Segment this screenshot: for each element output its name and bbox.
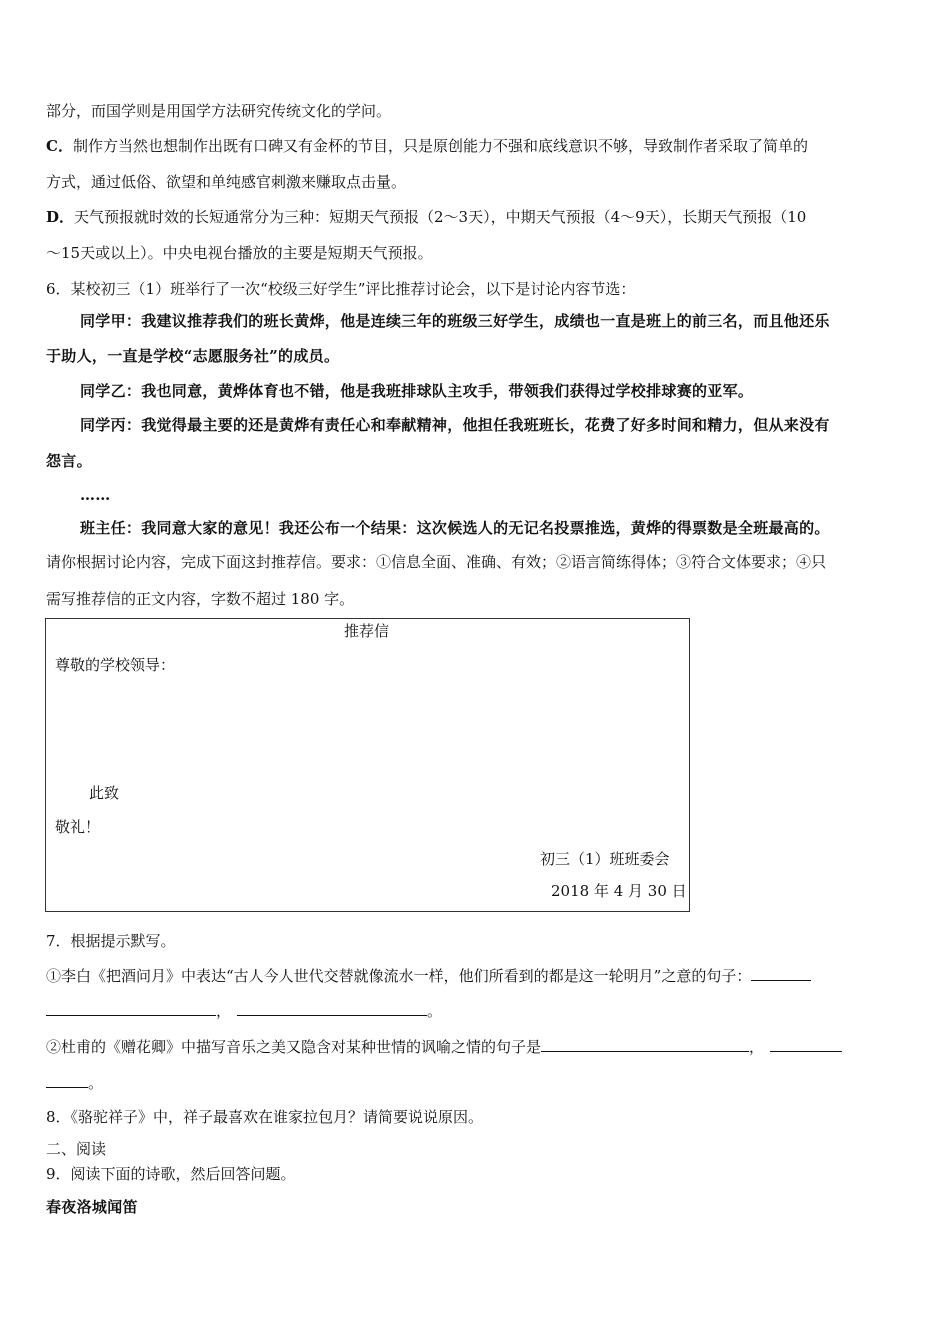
section-2-title: 二、阅读 <box>46 1140 107 1158</box>
letter-date: 2018 年 4 月 30 日 <box>551 882 687 900</box>
student-c-line-1: 同学丙：我觉得最主要的还是黄烨有责任心和奉献精神，他担任我班班长，花费了好多时间和精力，但从来没有 <box>80 416 830 434</box>
letter-closing-2: 敬礼！ <box>55 818 101 836</box>
question-7-item-2 <box>46 1037 842 1057</box>
item-1-end: 。 <box>427 1002 443 1020</box>
option-c-text-1: 制作方当然也想制作出既有口碑又有金杯的节目，只是原创能力不强和底线意识不够，导致制作者采取了简单的 <box>72 137 808 155</box>
student-c-line-2: 怨言。 <box>46 452 92 470</box>
teacher-line: 班主任：我同意大家的意见！我还公布一个结果：这次候选人的无记名投票推选，黄烨的得票数是全班最高的。 <box>80 519 830 537</box>
question-7-item-2-cont <box>46 1073 103 1093</box>
option-c-label: C． <box>46 137 73 155</box>
question-8-stem: 8．《骆驼祥子》中，祥子最喜欢在谁家拉包月？请简要说说原因。 <box>46 1108 484 1126</box>
student-a-line-1: 同学甲：我建议推荐我们的班长黄烨，他是连续三年的班级三好学生，成绩也一直是班上的前三名，而且他还乐 <box>80 312 830 330</box>
student-a-line-2: 于助人，一直是学校“志愿服务社”的成员。 <box>46 347 340 365</box>
question-7-item-1-cont <box>46 1001 442 1021</box>
letter-salutation: 尊敬的学校领导： <box>55 656 176 674</box>
item-2-text: ②杜甫的《赠花卿》中描写音乐之美又隐含对某种世情的讽喻之情的句子是 <box>46 1038 542 1056</box>
question-7-item-1 <box>46 966 811 986</box>
recommendation-letter-box <box>45 618 690 912</box>
requirements-line-1: 请你根据讨论内容，完成下面这封推荐信。要求：①信息全面、准确、有效；②语言简练得体；③符合文体要求；④只 <box>46 553 827 571</box>
item-1-text: ①李白《把酒问月》中表达“古人今人世代交替就像流水一样，他们所看到的都是这一轮明月”之意的句子： <box>46 967 752 985</box>
answer-blank-5[interactable] <box>770 1037 842 1052</box>
letter-closing-1: 此致 <box>89 784 120 802</box>
student-b-line: 同学乙：我也同意，黄烨体育也不错，他是我班排球队主攻手，带领我们获得过学校排球赛的亚军。 <box>80 382 754 400</box>
answer-blank-2[interactable] <box>46 1001 216 1016</box>
answer-blank-6[interactable] <box>46 1073 88 1088</box>
discussion-ellipsis: …… <box>80 486 111 504</box>
option-b-continuation: 部分，而国学则是用国学方法研究传统文化的学问。 <box>46 102 392 120</box>
answer-blank-3[interactable] <box>237 1001 427 1016</box>
item-1-comma: ， <box>216 1002 232 1020</box>
option-d-text-1: 天气预报就时效的长短通常分为三种：短期天气预报（2～3天），中期天气预报（4～9天），长期天气预报（10 <box>74 208 807 226</box>
answer-blank-4[interactable] <box>541 1037 749 1052</box>
option-c-line-1 <box>46 136 808 156</box>
letter-title: 推荐信 <box>344 622 390 640</box>
poem-title: 春夜洛城闻笛 <box>46 1198 138 1216</box>
item-2-comma: ， <box>749 1038 765 1056</box>
answer-blank-1[interactable] <box>751 966 811 981</box>
requirements-line-2: 需写推荐信的正文内容，字数不超过 180 字。 <box>46 590 355 608</box>
letter-signature: 初三（1）班班委会 <box>540 850 670 868</box>
option-d-line-1 <box>46 207 806 227</box>
option-d-line-2: ～15天或以上）。中央电视台播放的主要是短期天气预报。 <box>46 244 433 262</box>
item-2-end: 。 <box>88 1074 104 1092</box>
option-c-line-2: 方式，通过低俗、欲望和单纯感官刺激来赚取点击量。 <box>46 173 407 191</box>
question-6-stem: 6．某校初三（1）班举行了一次“校级三好学生”评比推荐讨论会，以下是讨论内容节选： <box>46 280 636 298</box>
option-d-label: D． <box>46 208 75 226</box>
question-9-stem: 9．阅读下面的诗歌，然后回答问题。 <box>46 1165 296 1183</box>
question-7-stem: 7．根据提示默写。 <box>46 932 176 950</box>
